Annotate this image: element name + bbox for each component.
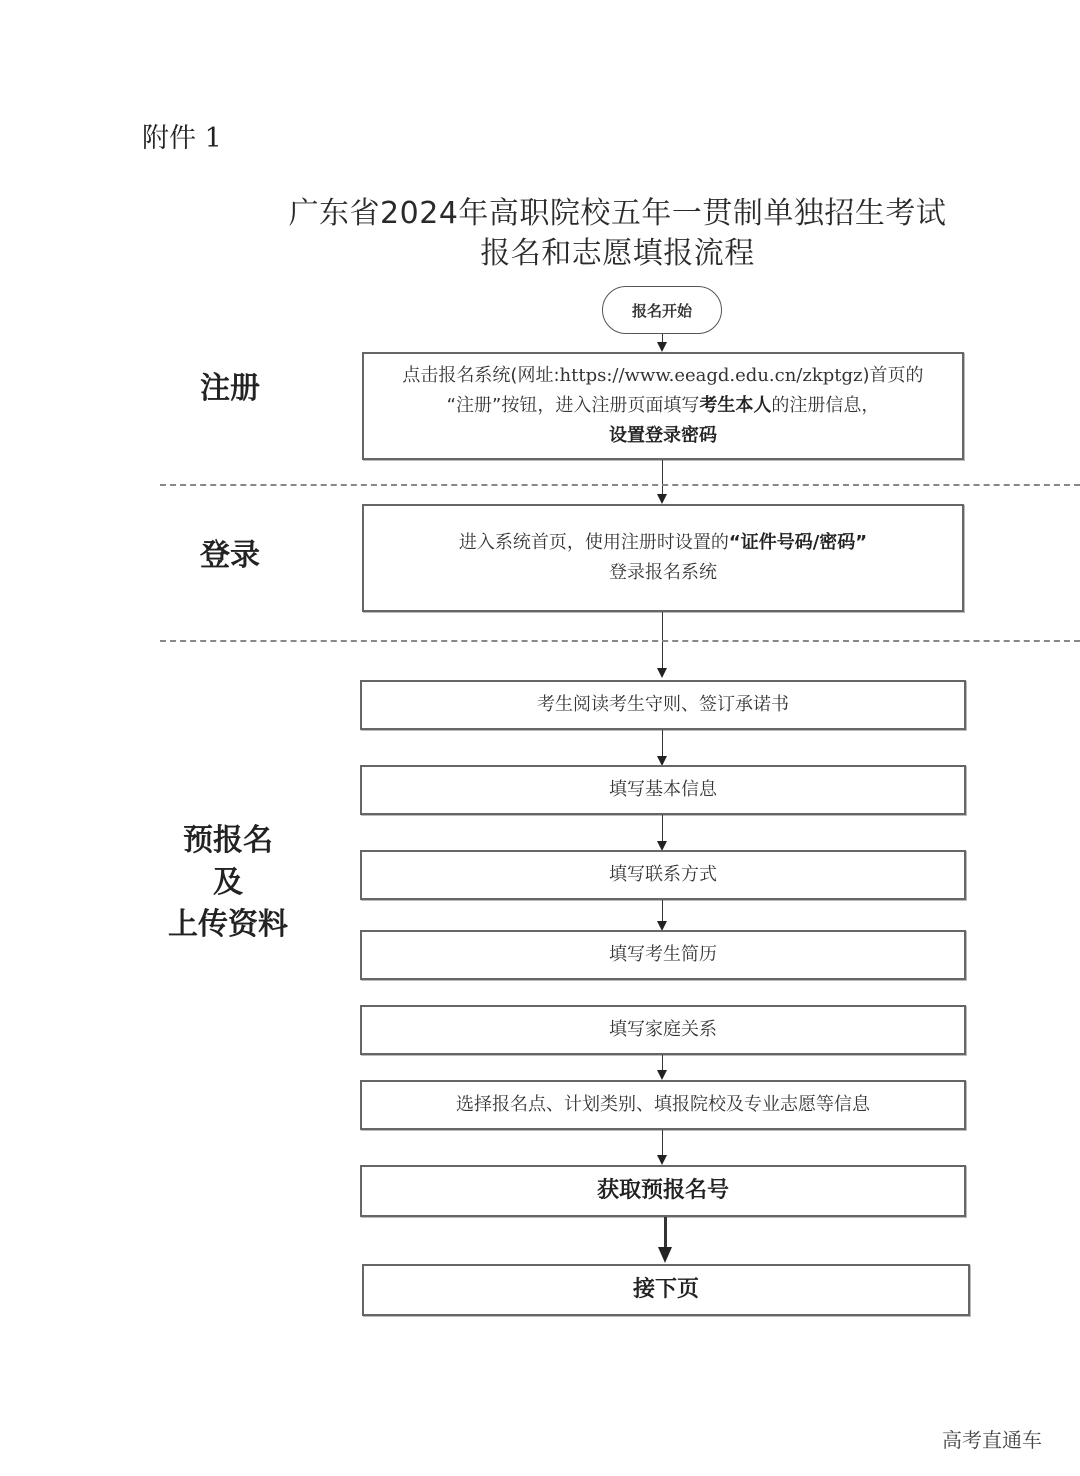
login-line2: 登录报名系统 (609, 562, 717, 583)
arrow-down-icon (657, 342, 667, 352)
arrow-down-icon (657, 494, 667, 504)
flow-step-contact-info: 填写联系方式 (360, 850, 966, 900)
connector-line (662, 1055, 663, 1071)
arrow-down-icon (658, 1247, 672, 1263)
register-line2: “注册”按钮，进入注册页面填写考生本人的注册信息， (446, 395, 880, 416)
flow-step-read-rules: 考生阅读考生守则、签订承诺书 (360, 680, 966, 730)
registration-url: https://www.eeagd.edu.cn/zkptgz (559, 365, 863, 386)
section-label-register: 注册 (200, 371, 260, 406)
document-title-line1: 广东省2024年高职院校五年一贯制单独招生考试 (288, 196, 947, 231)
section-label-preregistration: 预报名 及 上传资料 (168, 823, 288, 942)
section-divider (160, 640, 1080, 642)
flow-step-login (362, 504, 964, 612)
flow-step-continued-next-page: 接下页 (362, 1264, 970, 1316)
flow-step-get-prereg-number: 获取预报名号 (360, 1165, 966, 1217)
connector-line (664, 1217, 667, 1251)
arrow-down-icon (657, 668, 667, 678)
flow-start-terminal (602, 286, 722, 334)
arrow-down-icon (657, 1155, 667, 1165)
connector-line (662, 460, 663, 496)
flow-step-resume: 填写考生简历 (360, 930, 966, 980)
connector-line (662, 730, 663, 758)
document-title-line2: 报名和志愿填报流程 (480, 236, 755, 271)
register-line3: 设置登录密码 (609, 425, 717, 446)
login-line1: 进入系统首页，使用注册时设置的“证件号码/密码” (458, 532, 868, 553)
flow-step-choose-school: 选择报名点、计划类别、填报院校及专业志愿等信息 (360, 1080, 966, 1130)
flow-step-register (362, 352, 964, 460)
section-label-login: 登录 (200, 538, 260, 573)
flow-start-label: 报名开始 (631, 301, 692, 320)
watermark-text: 高考直通车 (942, 1428, 1042, 1452)
attachment-label: 附件 1 (142, 123, 222, 154)
section-divider (160, 484, 1080, 486)
connector-line (662, 815, 663, 843)
arrow-down-icon (657, 1070, 667, 1080)
flow-step-family: 填写家庭关系 (360, 1005, 966, 1055)
flow-step-basic-info: 填写基本信息 (360, 765, 966, 815)
connector-line (662, 1130, 663, 1156)
register-line1: 点击报名系统(网址:https://www.eeagd.edu.cn/zkptgz)首页的 (402, 365, 924, 386)
